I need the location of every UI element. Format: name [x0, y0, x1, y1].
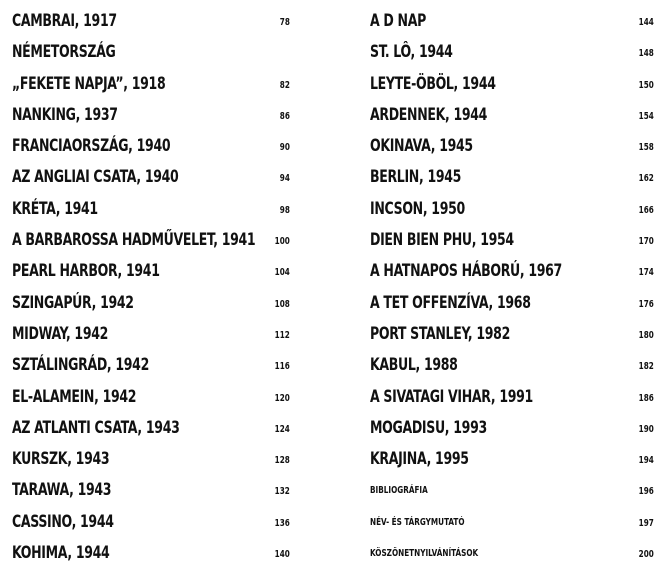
toc-entry — [12, 507, 290, 538]
toc-right-column — [370, 6, 654, 569]
toc-entry — [370, 69, 654, 100]
toc-entry — [370, 444, 654, 475]
toc-entry-page-number: 120 — [274, 392, 290, 404]
toc-entry-page-number: 124 — [274, 423, 290, 435]
toc-entry — [12, 37, 290, 68]
toc-entry-title: MOGADISU, 1993 — [370, 417, 487, 438]
toc-entry — [370, 6, 654, 37]
toc-entry-title: OKINAVA, 1945 — [370, 136, 473, 157]
toc-entry — [370, 413, 654, 444]
toc-entry — [12, 225, 290, 256]
toc-entry-title: SZTÁLINGRÁD, 1942 — [12, 355, 149, 376]
toc-entry — [370, 538, 654, 569]
toc-entry-title: AZ ANGLIAI CSATA, 1940 — [12, 167, 179, 188]
toc-left-column — [12, 6, 290, 569]
toc-entry — [12, 69, 290, 100]
toc-entry — [370, 507, 654, 538]
toc-entry-title: INCSON, 1950 — [370, 198, 465, 219]
toc-entry — [12, 475, 290, 506]
toc-entry-title: ARDENNEK, 1944 — [370, 104, 488, 125]
toc-entry-title: A SIVATAGI VIHAR, 1991 — [370, 386, 533, 407]
toc-entry — [370, 37, 654, 68]
toc-entry-title: BIBLIOGRÁFIA — [370, 485, 428, 497]
toc-entry-title: MIDWAY, 1942 — [12, 323, 109, 344]
toc-entry-page-number: 144 — [638, 17, 654, 28]
toc-entry-page-number: 108 — [274, 298, 290, 310]
toc-entry-page-number: 86 — [279, 110, 290, 122]
toc-entry — [12, 319, 290, 350]
toc-entry — [370, 225, 654, 256]
toc-entry-title: FRANCIAORSZÁG, 1940 — [12, 136, 171, 157]
toc-entry-title: TARAWA, 1943 — [12, 480, 112, 501]
toc-entry-title: KURSZK, 1943 — [12, 449, 110, 470]
toc-entry-page-number: 98 — [279, 204, 290, 216]
toc-entry — [370, 256, 654, 287]
toc-entry-title: NÉMETORSZÁG — [12, 42, 116, 63]
toc-entry — [12, 6, 290, 37]
toc-entry-title: EL-ALAMEIN, 1942 — [12, 386, 137, 407]
toc-entry — [12, 194, 290, 225]
toc-entry-page-number: 116 — [274, 361, 290, 373]
toc-entry — [370, 382, 654, 413]
toc-entry-page-number: 166 — [638, 204, 654, 216]
toc-entry-page-number: 100 — [274, 236, 290, 248]
toc-entry-page-number: 132 — [274, 486, 290, 498]
toc-entry — [12, 413, 290, 444]
toc-entry — [370, 319, 654, 350]
toc-entry-page-number: 190 — [638, 423, 654, 435]
toc-entry-title: PORT STANLEY, 1982 — [370, 323, 510, 344]
toc-entry — [370, 350, 654, 381]
toc-entry — [370, 475, 654, 506]
toc-entry-page-number: 162 — [638, 173, 654, 185]
toc-entry-title: A TET OFFENZÍVA, 1968 — [370, 292, 531, 313]
toc-entry-title: PEARL HARBOR, 1941 — [12, 261, 160, 282]
toc-entry-page-number: 90 — [279, 142, 290, 154]
toc-entry — [370, 288, 654, 319]
toc-entry-title: CAMBRAI, 1917 — [12, 11, 117, 31]
toc-entry-page-number: 112 — [274, 329, 290, 341]
toc-entry-title: KRÉTA, 1941 — [12, 198, 98, 219]
toc-entry-title: AZ ATLANTI CSATA, 1943 — [12, 417, 180, 438]
toc-entry-page-number: 158 — [638, 142, 654, 154]
toc-entry-title: BERLIN, 1945 — [370, 167, 462, 188]
toc-entry-page-number: 182 — [638, 361, 654, 373]
toc-entry-title: KOHIMA, 1944 — [12, 543, 110, 564]
toc-entry-page-number: 78 — [279, 17, 290, 28]
toc-entry-page-number: 170 — [638, 236, 654, 248]
toc-entry-title: „FEKETE NAPJA”, 1918 — [12, 73, 166, 94]
toc-entry — [12, 350, 290, 381]
toc-entry-page-number: 136 — [274, 517, 290, 529]
toc-entry — [370, 131, 654, 162]
toc-entry — [12, 100, 290, 131]
toc-entry — [12, 288, 290, 319]
toc-entry-title: A HATNAPOS HÁBORÚ, 1967 — [370, 261, 562, 282]
toc-entry-title: LEYTE-ÖBÖL, 1944 — [370, 73, 496, 94]
toc-entry-page-number: 148 — [638, 48, 654, 60]
toc-entry-page-number: 174 — [638, 267, 654, 279]
toc-entry-title: KÖSZÖNETNYILVÁNÍTÁSOK — [370, 548, 479, 560]
toc-entry — [370, 194, 654, 225]
toc-entry-page-number: 186 — [638, 392, 654, 404]
toc-entry-title: KRAJINA, 1995 — [370, 449, 469, 470]
toc-entry-page-number: 154 — [638, 110, 654, 122]
toc-entry-page-number: 150 — [638, 79, 654, 91]
toc-entry-page-number: 82 — [279, 79, 290, 91]
toc-entry-title: A D NAP — [370, 11, 426, 31]
toc-entry — [12, 382, 290, 413]
toc-entry — [12, 162, 290, 193]
toc-entry-page-number: 104 — [274, 267, 290, 279]
toc-entry-title: CASSINO, 1944 — [12, 511, 114, 532]
toc-entry — [12, 256, 290, 287]
toc-entry-title: DIEN BIEN PHU, 1954 — [370, 230, 514, 251]
toc-entry-page-number: 197 — [638, 517, 654, 529]
toc-entry-page-number: 196 — [638, 486, 654, 498]
toc-entry-page-number: 180 — [638, 329, 654, 341]
toc-entry — [370, 162, 654, 193]
toc-entry — [12, 444, 290, 475]
toc-entry-title: NÉV- ÉS TÁRGYMUTATÓ — [370, 516, 465, 528]
toc-entry-page-number: 140 — [274, 549, 290, 561]
toc-entry — [370, 100, 654, 131]
toc-entry-page-number: 200 — [638, 549, 654, 561]
toc-entry-title: NANKING, 1937 — [12, 104, 118, 125]
toc-entry — [12, 131, 290, 162]
toc-entry-title: A BARBAROSSA HADMŰVELET, 1941 — [12, 230, 256, 251]
toc-entry-title: SZINGAPÚR, 1942 — [12, 292, 134, 313]
toc-entry-page-number: 94 — [279, 173, 290, 185]
toc-entry-title: KABUL, 1988 — [370, 355, 458, 376]
toc-entry — [12, 538, 290, 569]
toc-entry-page-number: 128 — [274, 455, 290, 467]
toc-entry-title: ST. LÔ, 1944 — [370, 42, 453, 63]
toc-entry-page-number: 194 — [638, 455, 654, 467]
toc-entry-page-number: 176 — [638, 298, 654, 310]
